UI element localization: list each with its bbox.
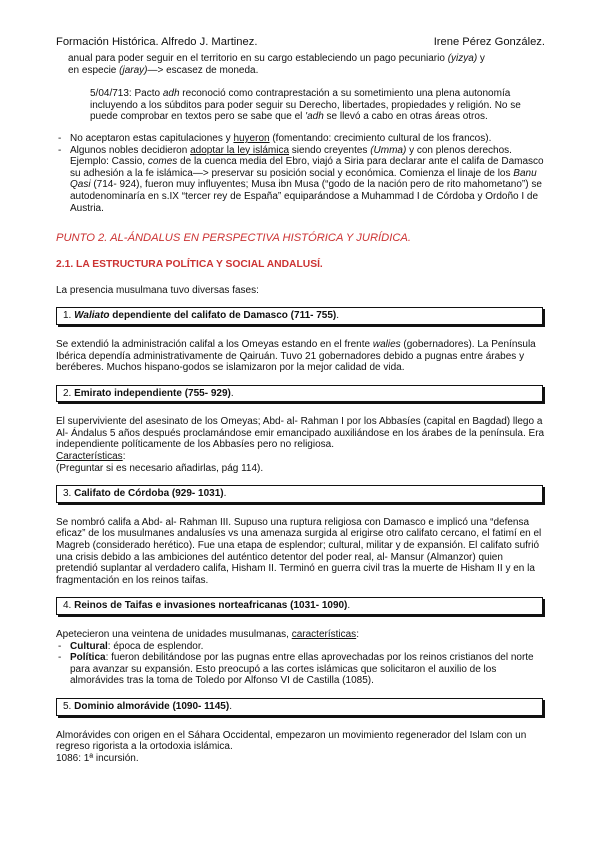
phase-2-text: El superviviente del asesinato de los Omeyas; Abd- al- Rahman I por los Abbasíes (capital en Bagdad) llego a Al- Ándalus 5 años después proclamándose emir emancipado auxiliándose en los árabes de la península. Era independiente políticamente de los Abbasíes pero no religiosa. Características: (Preguntar si es necesario añadirlas, pág 114). bbox=[56, 416, 545, 474]
subsection-heading: 2.1. LA ESTRUCTURA POLÍTICA Y SOCIAL ANDALUSÍ. bbox=[56, 259, 323, 271]
intro-paragraph: anual para poder seguir en el territorio en su cargo estableciendo un pago pecuniario (yizya) y en especie (jaray)—> escasez de moneda. bbox=[68, 53, 485, 76]
phase-box-2: 2. Emirato independiente (755- 929). bbox=[56, 385, 543, 403]
section-heading-punto: PUNTO 2. AL-ÁNDALUS EN PERSPECTIVA HISTÓRICA Y JURÍDICA. bbox=[56, 232, 411, 245]
header-left: Formación Histórica. Alfredo J. Martinez. bbox=[56, 36, 258, 48]
phase-box-4: 4. Reinos de Taifas e invasiones norteafricanas (1031- 1090). bbox=[56, 597, 543, 615]
bullet-list bbox=[56, 133, 545, 214]
phase-box-1: 1. Waliato dependiente del califato de Damasco (711- 755). bbox=[56, 307, 543, 325]
phase-box-5: 5. Dominio almorávide (1090- 1145). bbox=[56, 698, 543, 716]
term-jaray: (jaray) bbox=[119, 64, 148, 76]
phase-3-text: Se nombró califa a Abd- al- Rahman III. Supuso una ruptura religiosa con Damasco e implicó una “defensa eficaz” de los musulmanes andalusíes vs una amenaza surgida al erigirse otro califato cercano, el fatimí en el Magreb (considerado herético). Fue una etapa de esplendor; cultural, militar y de expansión. El califato sufrió una crisis debido a las ambiciones del auténtico detentor del poder real, al- Mansur (Almanzor) quien pretendió suplantar al verdadero califa, Hisham II. Terminó en guerra civil tras la muerte de Hisham II y en la fragmentación en los reinos taifas. bbox=[56, 516, 542, 586]
phase-5-text: Almorávides con origen en el Sáhara Occidental, empezaron un movimiento regenerador del Islam con un regreso rigorista a la ortodoxia islámica. 1086: 1ª incursión. bbox=[56, 729, 527, 764]
page-header bbox=[56, 36, 545, 49]
phases-intro: La presencia musulmana tuvo diversas fases: bbox=[56, 284, 259, 296]
list-item: - Cultural: época de esplendor. bbox=[56, 641, 545, 653]
list-item: - No aceptaron estas capitulaciones y huyeron (fomentando: crecimiento cultural de los francos). bbox=[56, 133, 545, 145]
characteristics-list bbox=[56, 641, 545, 687]
pact-paragraph: 5/04/713: Pacto adh reconoció como contraprestación a su sometimiento una plena autonomía incluyendo a los súbditos para poder seguir su Derecho, libertades, propiedades y religión. No se puede comprobar en textos pero se sabe que el 'adh se llevó a cabo en otras áreas otros. bbox=[90, 88, 521, 123]
phase-1-text: Se extendió la administración califal a los Omeyas estando en el frente walies (gobernadores). La Península Ibérica dependía administrativamente de Qairuán. Tuvo 21 gobernadores debido a pugnas entre árabes y beréberes. Muchos hispano-godos se islamizaron por la mejor calidad de vida. bbox=[56, 338, 536, 374]
header-right: Irene Pérez González. bbox=[433, 36, 545, 48]
phase-4-text: Apetecieron una veintena de unidades musulmanas, características: bbox=[56, 629, 359, 640]
term-yizya: (yizya) bbox=[447, 53, 478, 64]
list-item: - Algunos nobles decidieron adoptar la ley islámica siendo creyentes (Umma) y con plenos derechos. Ejemplo: Cassio, comes de la cuenca media del Ebro, viajó a Siria para declarar ante el califa de Damasco su adhesión a la fe islámica—> preservar su posición social y económica. Comienza el linaje de los Banu Qasi (714- 924), fueron muy influyentes; Musa ibn Musa (“godo de la nación pero de rito mahometano”) se autodenominaría en s.IX “tercer rey de España” equiparándose a Muhammad I de Córdoba y Ordoño I de Austria. bbox=[56, 145, 545, 215]
list-item: - Política: fueron debilitándose por las pugnas entre ellas aprovechadas por los reinos cristianos del norte para avanzar su expansión. Esto preocupó a las cortes islámicas que solicitaron el auxilio de los almorávides tras la toma de Toledo por Alfonso VI de Castilla (1085). bbox=[56, 652, 545, 687]
phase-box-3: 3. Califato de Córdoba (929- 1031). bbox=[56, 485, 543, 503]
